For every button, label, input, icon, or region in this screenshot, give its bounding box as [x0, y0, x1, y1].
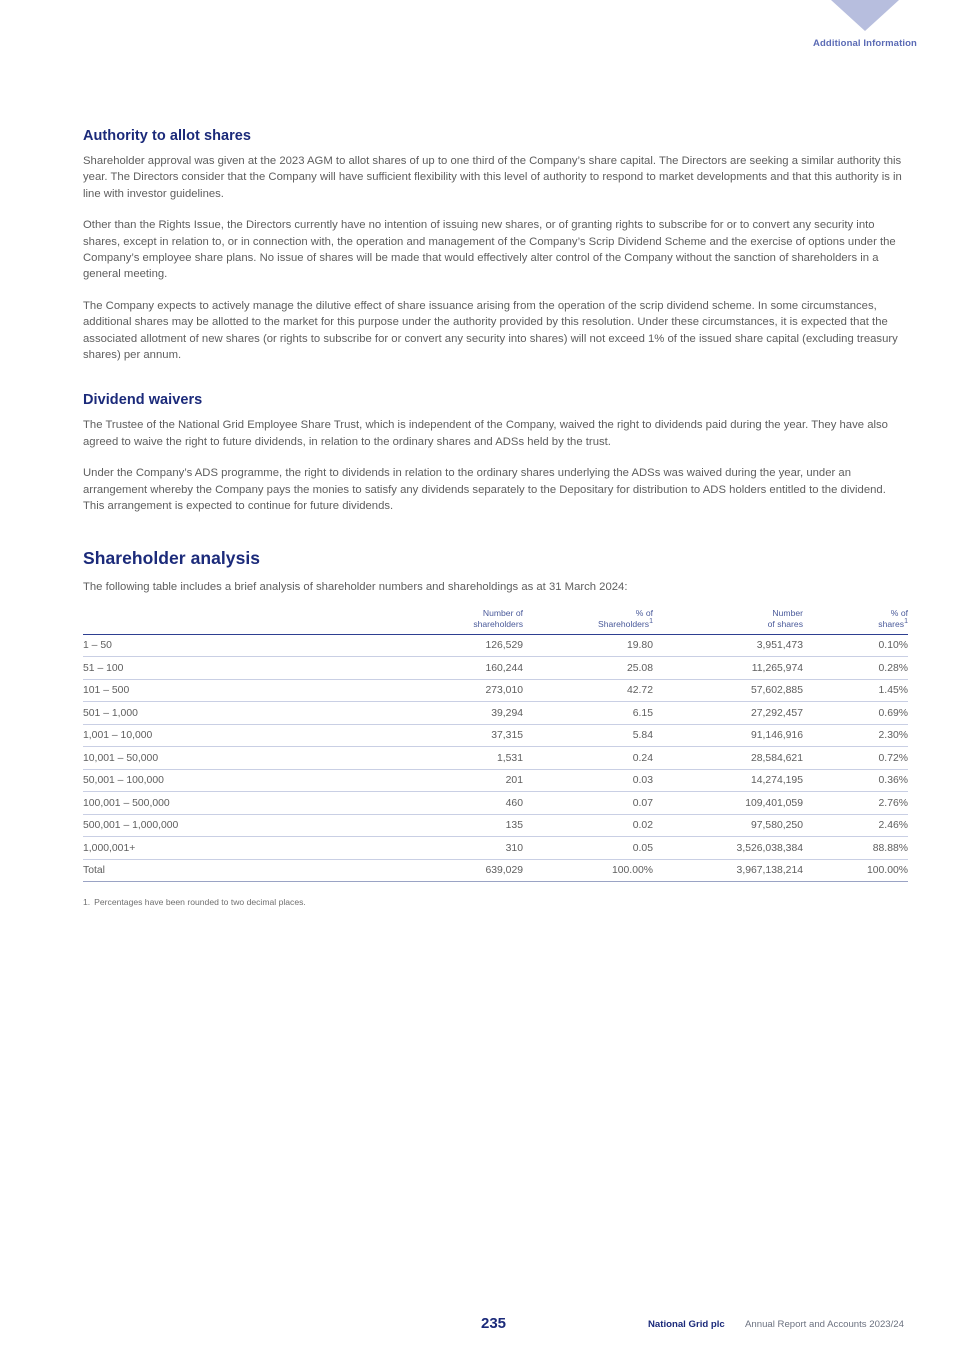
- cell-number-of-shares: 3,967,138,214: [653, 859, 803, 882]
- footnote-number: 1.: [83, 897, 91, 908]
- cell-range: 100,001 – 500,000: [83, 792, 383, 815]
- column-header-line1: Number of: [482, 607, 523, 618]
- cell-number-of-shares: 3,526,038,384: [653, 837, 803, 860]
- page-footer: [0, 1315, 965, 1339]
- column-header-line1: % of: [890, 607, 908, 618]
- table-body: [83, 634, 908, 882]
- cell-range: 1,000,001+: [83, 837, 383, 860]
- triangle-down-icon: [831, 0, 899, 31]
- cell-pct-of-shares: 100.00%: [803, 859, 908, 882]
- section-tab: [790, 0, 940, 49]
- cell-number-of-shares: 28,584,621: [653, 747, 803, 770]
- column-header-number-of-shares: [653, 608, 803, 635]
- section-spacer: [83, 530, 908, 548]
- cell-number-of-shareholders: 126,529: [383, 634, 523, 657]
- cell-number-of-shareholders: 310: [383, 837, 523, 860]
- cell-number-of-shares: 97,580,250: [653, 814, 803, 837]
- cell-number-of-shareholders: 39,294: [383, 702, 523, 725]
- column-header-line2: Shareholders: [597, 618, 650, 629]
- cell-range: 1,001 – 10,000: [83, 724, 383, 747]
- cell-pct-of-shareholders: 100.00%: [523, 859, 653, 882]
- paragraph-dividend-waivers-1: The Trustee of the National Grid Employee Share Trust, which is independent of the Company, waived the right to dividends paid during the year. They have also agreed to waive the right to future dividends, in relation to the ordinary shares and ADSs held by the trust.: [83, 419, 888, 448]
- table-total-row: [83, 859, 908, 882]
- cell-pct-of-shareholders: 5.84: [523, 724, 653, 747]
- table-row: [83, 814, 908, 837]
- column-header-line2: shareholders: [473, 618, 523, 629]
- cell-number-of-shares: 3,951,473: [653, 634, 803, 657]
- cell-number-of-shareholders: 1,531: [383, 747, 523, 770]
- cell-pct-of-shares: 2.76%: [803, 792, 908, 815]
- cell-number-of-shares: 57,602,885: [653, 679, 803, 702]
- cell-number-of-shares: 11,265,974: [653, 657, 803, 680]
- cell-pct-of-shareholders: 0.07: [523, 792, 653, 815]
- cell-pct-of-shares: 0.69%: [803, 702, 908, 725]
- cell-pct-of-shareholders: 0.24: [523, 747, 653, 770]
- table-row: [83, 747, 908, 770]
- footnote-marker: 1: [904, 618, 908, 626]
- heading-dividend-waivers: Dividend waivers: [83, 392, 203, 409]
- cell-number-of-shareholders: 639,029: [383, 859, 523, 882]
- column-header-line1: % of: [635, 607, 653, 618]
- cell-range: 101 – 500: [83, 679, 383, 702]
- table-header-row: [83, 608, 908, 635]
- cell-pct-of-shares: 0.36%: [803, 769, 908, 792]
- cell-range: 501 – 1,000: [83, 702, 383, 725]
- cell-number-of-shares: 27,292,457: [653, 702, 803, 725]
- cell-range: 10,001 – 50,000: [83, 747, 383, 770]
- section-spacer: [83, 378, 908, 392]
- heading-shareholder-analysis: Shareholder analysis: [83, 547, 261, 568]
- table-row: [83, 702, 908, 725]
- cell-pct-of-shares: 2.30%: [803, 724, 908, 747]
- cell-number-of-shares: 14,274,195: [653, 769, 803, 792]
- cell-pct-of-shares: 0.28%: [803, 657, 908, 680]
- cell-pct-of-shares: 1.45%: [803, 679, 908, 702]
- cell-range: 500,001 – 1,000,000: [83, 814, 383, 837]
- heading-authority-to-allot-shares: Authority to allot shares: [83, 128, 252, 144]
- cell-number-of-shares: 91,146,916: [653, 724, 803, 747]
- table-row: [83, 724, 908, 747]
- page-content: [83, 128, 908, 908]
- cell-pct-of-shareholders: 6.15: [523, 702, 653, 725]
- footnote-marker: 1: [649, 618, 653, 626]
- cell-pct-of-shares: 2.46%: [803, 814, 908, 837]
- table-row: [83, 837, 908, 860]
- paragraph-shareholder-analysis-intro: The following table includes a brief analysis of shareholder numbers and shareholdings as at 31 March 2024:: [83, 580, 628, 593]
- cell-pct-of-shares: 0.10%: [803, 634, 908, 657]
- column-header-line2: shares: [878, 618, 905, 629]
- cell-number-of-shareholders: 160,244: [383, 657, 523, 680]
- section-tab-label: Additional Information: [813, 38, 917, 49]
- table-header: [83, 608, 908, 635]
- paragraph-authority-2: Other than the Rights Issue, the Directors currently have no intention of issuing new shares, or of granting rights to subscribe for or to convert any security into shares, except in relation to, or in connection with, the operation and management of the Company’s Scrip Dividend Scheme and the exercise of options under the Company’s employee share plans. No issue of shares will be made that would effectively alter control of the Company without the sanction of shareholders in a general meeting.: [83, 219, 896, 281]
- cell-range: 50,001 – 100,000: [83, 769, 383, 792]
- cell-pct-of-shares: 0.72%: [803, 747, 908, 770]
- column-header-pct-of-shares: [803, 608, 908, 635]
- cell-pct-of-shareholders: 25.08: [523, 657, 653, 680]
- cell-range: 1 – 50: [83, 634, 383, 657]
- table-row: [83, 679, 908, 702]
- paragraph-authority-1: Shareholder approval was given at the 2023 AGM to allot shares of up to one third of the Company’s share capital. The Directors are seeking a similar authority this year. The Directors consider that the Company will have sufficient flexibility with this level of authority to respond to market developments and that this authority is in line with investor guidelines.: [83, 155, 902, 200]
- cell-number-of-shareholders: 460: [383, 792, 523, 815]
- column-header-line1: Number: [772, 607, 803, 618]
- cell-number-of-shareholders: 201: [383, 769, 523, 792]
- cell-pct-of-shareholders: 19.80: [523, 634, 653, 657]
- table-row: [83, 634, 908, 657]
- table-row: [83, 657, 908, 680]
- footer-brand: National Grid plc: [648, 1319, 725, 1330]
- cell-pct-of-shareholders: 0.05: [523, 837, 653, 860]
- column-header-line2: of shares: [767, 618, 803, 629]
- table-row: [83, 769, 908, 792]
- column-header-range: [83, 608, 383, 635]
- column-header-pct-of-shareholders: [523, 608, 653, 635]
- cell-range: 51 – 100: [83, 657, 383, 680]
- paragraph-authority-3: The Company expects to actively manage the dilutive effect of share issuance arising from the operation of the scrip dividend scheme. In some circumstances, additional shares may be allotted to the market for this purpose under the authority provided by this resolution. Under these circumstances, it is expected that the associated allotment of new shares (or rights to subscribe for or convert any security into shares) will not exceed 1% of the issued share capital (excluding treasury shares) per annum.: [83, 299, 898, 362]
- table-footnote: [83, 896, 908, 908]
- paragraph-dividend-waivers-2: Under the Company’s ADS programme, the right to dividends in relation to the ordinary shares underlying the ADSs was waived during the year, under an arrangement whereby the Company pays the monies to satisfy any dividends separately to the Depositary for distribution to ADS holders entitled to the dividend. This arrangement is expected to continue for future dividends.: [83, 467, 886, 513]
- cell-pct-of-shareholders: 0.03: [523, 769, 653, 792]
- footnote-text: Percentages have been rounded to two decimal places.: [94, 897, 306, 908]
- cell-number-of-shareholders: 135: [383, 814, 523, 837]
- cell-range: Total: [83, 859, 383, 882]
- page-number: 235: [481, 1315, 507, 1332]
- shareholder-analysis-table: [83, 608, 908, 883]
- column-header-number-of-shareholders: [383, 608, 523, 635]
- cell-number-of-shareholders: 273,010: [383, 679, 523, 702]
- cell-number-of-shareholders: 37,315: [383, 724, 523, 747]
- cell-pct-of-shareholders: 0.02: [523, 814, 653, 837]
- cell-pct-of-shares: 88.88%: [803, 837, 908, 860]
- cell-number-of-shares: 109,401,059: [653, 792, 803, 815]
- table-row: [83, 792, 908, 815]
- cell-pct-of-shareholders: 42.72: [523, 679, 653, 702]
- footer-report-title: Annual Report and Accounts 2023/24: [745, 1319, 904, 1330]
